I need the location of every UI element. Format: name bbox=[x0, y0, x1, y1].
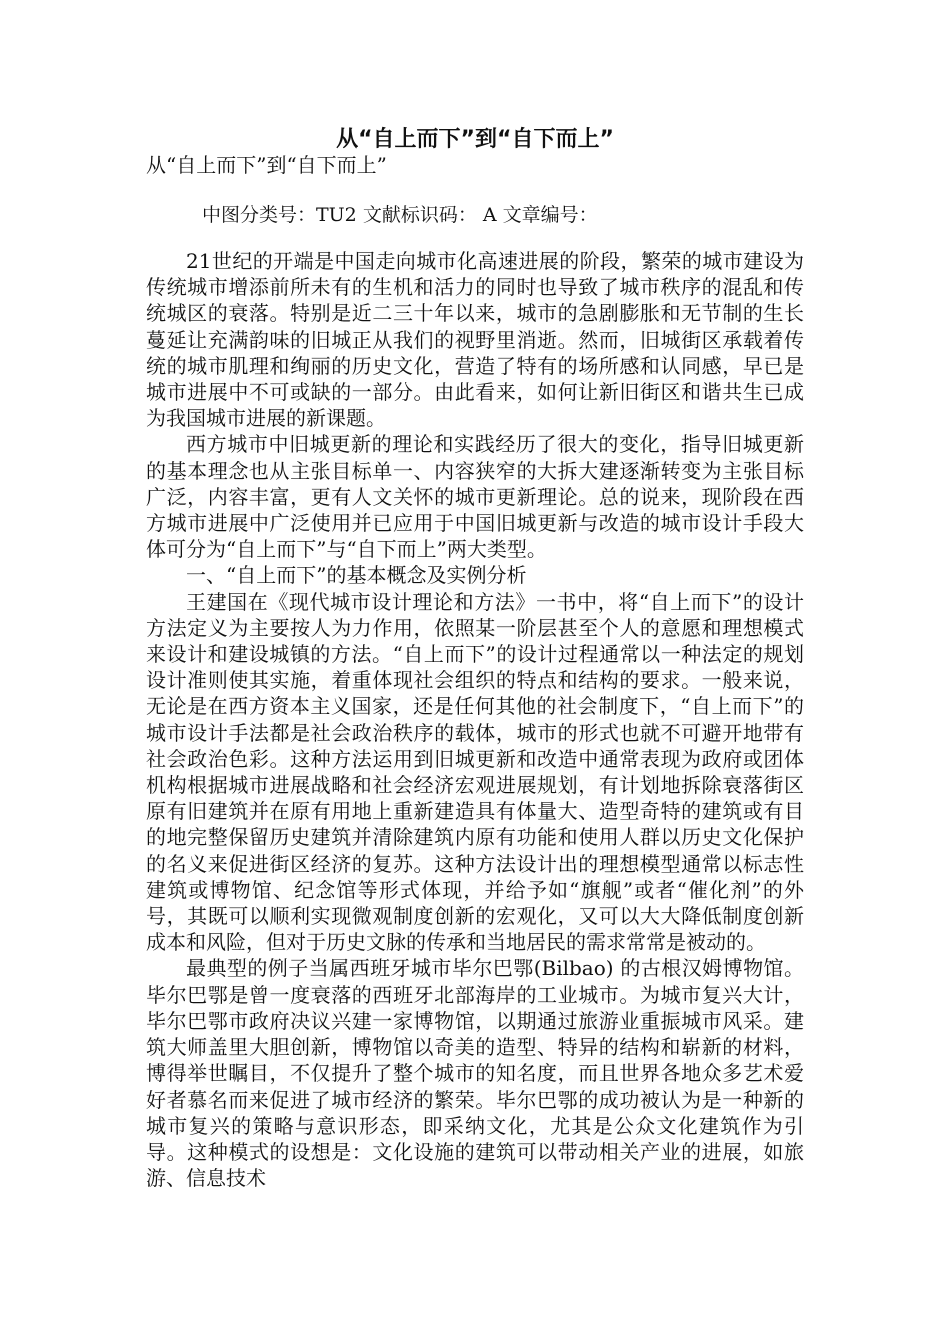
paragraph-intro: 21世纪的开端是中国走向城市化高速进展的阶段，繁荣的城市建设为传统城市增添前所未有的生机和活力的同时也导致了城市秩序的混乱和传统城区的衰落。特别是近二三十年以来，城市的急剧膨胀和无节制的生长蔓延让充满韵味的旧城正从我们的视野里消逝。然而，旧城街区承载着传统的城市肌理和绚丽的历史文化，营造了特有的场所感和认同感，早已是城市进展中不可或缺的一部分。由此看来，如何让新旧街区和谐共生已成为我国城市进展的新课题。 bbox=[146, 249, 804, 431]
paragraph-western-theory: 西方城市中旧城更新的理论和实践经历了很大的变化，指导旧城更新的基本理念也从主张目标单一、内容狭窄的大拆大建逐渐转变为主张目标广泛，内容丰富，更有人文关怀的城市更新理论。总的说来，现阶段在西方城市进展中广泛使用并已应用于中国旧城更新与改造的城市设计手段大体可分为“自上而下”与“自下而上”两大类型。 bbox=[146, 432, 804, 562]
section-heading-1: 一、“自上而下”的基本概念及实例分析 bbox=[186, 563, 527, 588]
paragraph-top-down-definition: 王建国在《现代城市设计理论和方法》一书中，将“自上而下”的设计方法定义为主要按人为力作用，依照某一阶层甚至个人的意愿和理想模式来设计和建设城镇的方法。“自上而下”的设计过程通常以一种法定的规划设计准则使其实施，着重体现社会组织的特点和结构的要求。一般来说，无论是在西方资本主义国家，还是任何其他的社会制度下，“自上而下”的城市设计手法都是社会政治秩序的载体，城市的形式也就不可避开地带有社会政治色彩。这种方法运用到旧城更新和改造中通常表现为政府或团体机构根据城市进展战略和社会经济宏观进展规划，有计划地拆除衰落街区原有旧建筑并在原有用地上重新建造具有体量大、造型奇特的建筑或有目的地完整保留历史建筑并清除建筑内原有功能和使用人群以历史文化保护的名义来促进街区经济的复苏。这种方法设计出的理想模型通常以标志性建筑或博物馆、纪念馆等形式体现，并给予如“旗舰”或者“催化剂”的外号，其既可以顺利实现微观制度创新的宏观化，又可以大大降低制度创新成本和风险，但对于历史文脉的传承和当地居民的需求常常是被动的。 bbox=[146, 589, 804, 955]
classification-line: 中图分类号：TU2 文献标识码： A 文章编号： bbox=[202, 204, 598, 226]
document-title: 从“自上而下”到“自下而上” bbox=[336, 127, 614, 152]
document-body bbox=[146, 248, 804, 1191]
document-subtitle: 从“自上而下”到“自下而上” bbox=[146, 153, 387, 177]
paragraph-bilbao-example: 最典型的例子当属西班牙城市毕尔巴鄂(Bilbao) 的古根汉姆博物馆。毕尔巴鄂是曾一度衰落的西班牙北部海岸的工业城市。为城市复兴大计，毕尔巴鄂市政府决议兴建一家博物馆，以期通过旅游业重振城市风采。建筑大师盖里大胆创新，博物馆以奇美的造型、特异的结构和崭新的材料，博得举世瞩目，不仅提升了整个城市的知名度，而且世界各地众多艺术爱好者慕名而来促进了城市经济的繁荣。毕尔巴鄂的成功被认为是一种新的城市复兴的策略与意识形态，即采纳文化，尤其是公众文化建筑作为引导。这种模式的设想是：文化设施的建筑可以带动相关产业的进展，如旅游、信息技术 bbox=[146, 956, 804, 1191]
